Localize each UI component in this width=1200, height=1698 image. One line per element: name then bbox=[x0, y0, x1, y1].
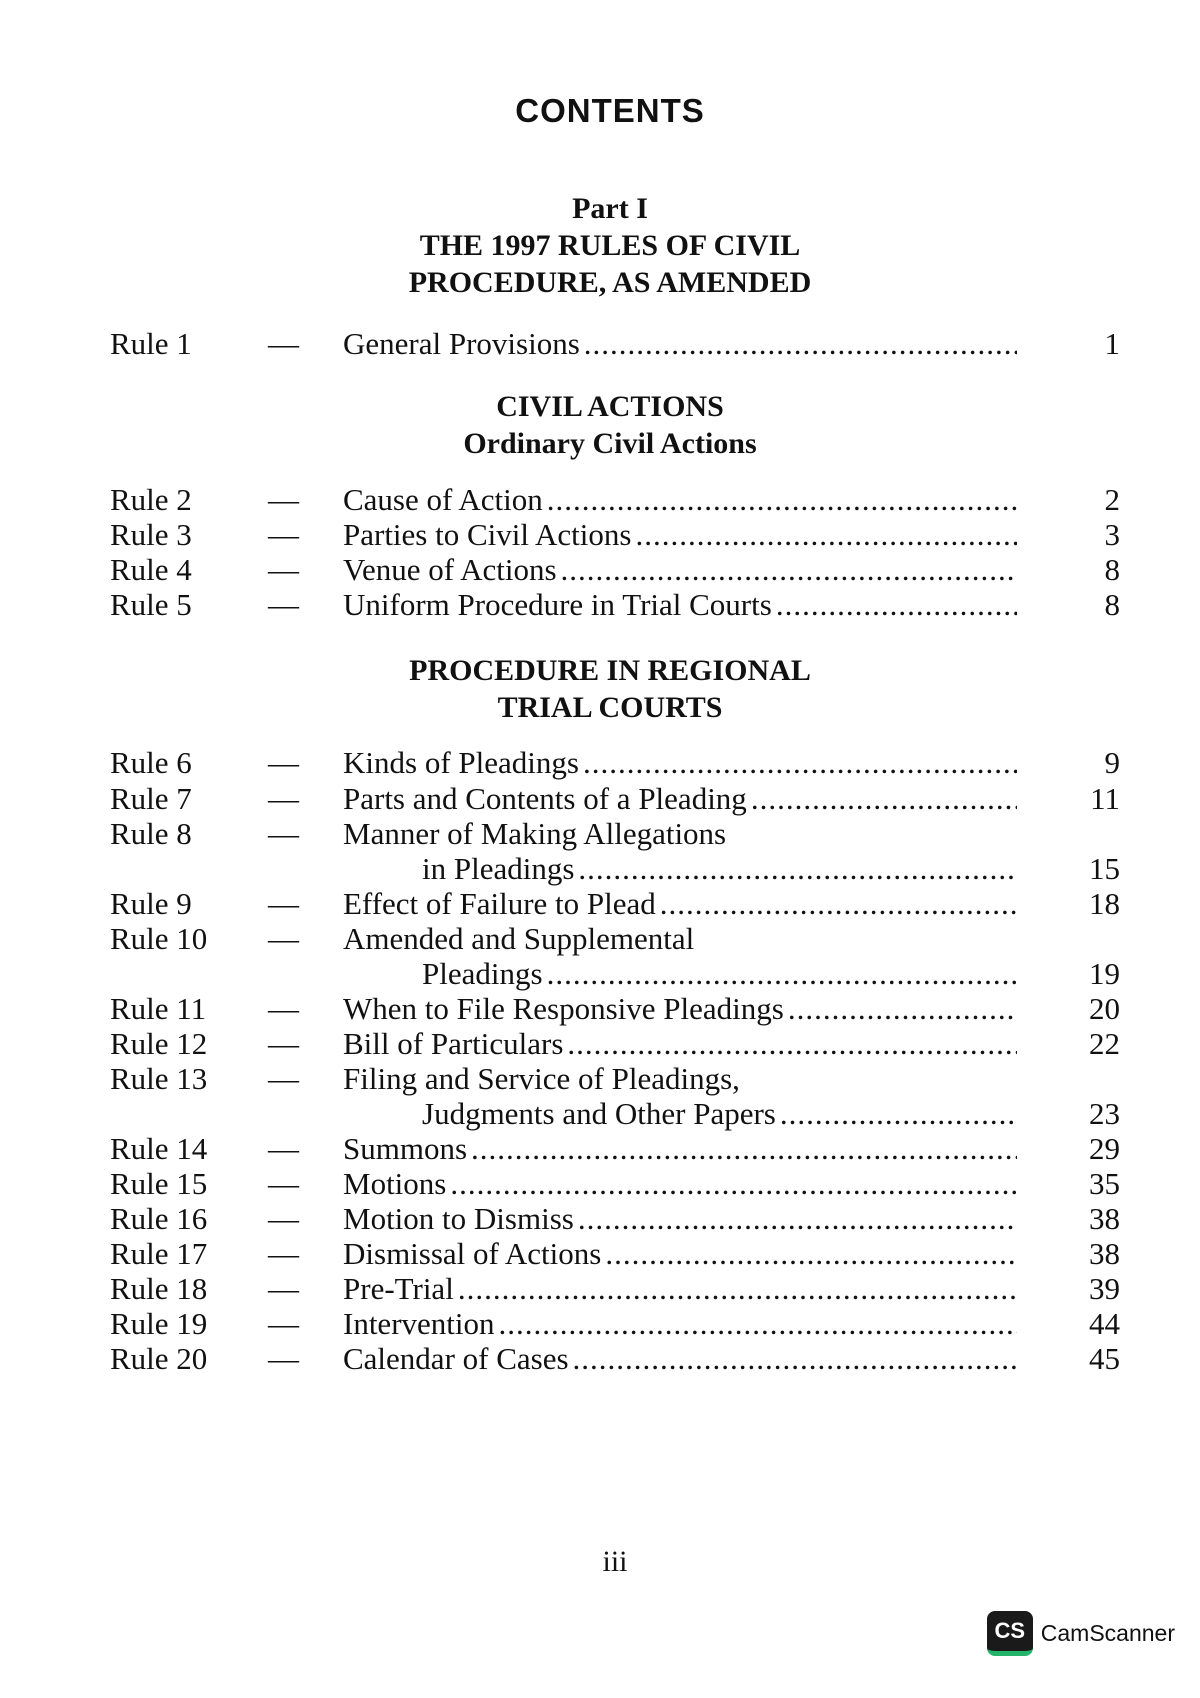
rule-label: Rule 14 bbox=[110, 1131, 208, 1166]
toc-row bbox=[0, 1201, 1200, 1241]
page-number: 38 bbox=[1089, 1201, 1120, 1236]
dot-leader bbox=[567, 1026, 1017, 1062]
toc-row bbox=[0, 745, 1200, 785]
toc-row bbox=[0, 1026, 1200, 1066]
rule-title: Summons bbox=[343, 1131, 468, 1166]
section-title-line-1: PROCEDURE IN REGIONAL bbox=[409, 654, 811, 687]
toc-row bbox=[0, 326, 1200, 366]
rule-label: Rule 2 bbox=[110, 482, 192, 517]
rule-label: Rule 1 bbox=[110, 326, 192, 361]
page-number: 8 bbox=[1104, 587, 1120, 622]
dot-leader bbox=[458, 1271, 1017, 1307]
toc-row bbox=[0, 1341, 1200, 1381]
toc-row bbox=[0, 921, 1200, 961]
rule-title: When to File Responsive Pleadings bbox=[343, 991, 784, 1026]
dash: — bbox=[268, 886, 299, 921]
page-number: 3 bbox=[1104, 517, 1120, 552]
part-title-line-2: PROCEDURE, AS AMENDED bbox=[408, 266, 812, 299]
page-title: CONTENTS bbox=[515, 92, 705, 129]
dot-leader bbox=[578, 851, 1017, 887]
rule-title: Effect of Failure to Plead bbox=[343, 886, 656, 921]
section-subtitle: Ordinary Civil Actions bbox=[463, 427, 757, 460]
camscanner-logo-icon: CS bbox=[987, 1611, 1033, 1656]
page-number: 18 bbox=[1089, 886, 1120, 921]
rule-title: Calendar of Cases bbox=[343, 1341, 569, 1376]
toc-row bbox=[0, 1061, 1200, 1101]
dot-leader bbox=[635, 517, 1017, 553]
dash: — bbox=[268, 1166, 299, 1201]
rule-label: Rule 5 bbox=[110, 587, 192, 622]
rule-label: Rule 20 bbox=[110, 1341, 208, 1376]
dash: — bbox=[268, 1271, 299, 1306]
page-number: 19 bbox=[1089, 956, 1120, 991]
dot-leader bbox=[788, 991, 1017, 1027]
dash: — bbox=[268, 1236, 299, 1271]
toc-row bbox=[0, 1131, 1200, 1171]
rule-title: Uniform Procedure in Trial Courts bbox=[343, 587, 772, 622]
rule-title: Parts and Contents of a Pleading bbox=[343, 781, 747, 816]
dash: — bbox=[268, 1131, 299, 1166]
page-number: 1 bbox=[1104, 326, 1120, 361]
dash: — bbox=[268, 921, 299, 956]
dot-leader bbox=[547, 956, 1017, 992]
dash: — bbox=[268, 1306, 299, 1341]
dot-leader bbox=[450, 1166, 1017, 1202]
dash: — bbox=[268, 517, 299, 552]
toc-row-continuation bbox=[0, 956, 1200, 996]
dot-leader bbox=[573, 1341, 1017, 1377]
toc-row bbox=[0, 552, 1200, 592]
rule-label: Rule 8 bbox=[110, 816, 192, 851]
dot-leader bbox=[751, 781, 1017, 817]
rule-label: Rule 16 bbox=[110, 1201, 208, 1236]
toc-row bbox=[0, 587, 1200, 627]
rule-label: Rule 18 bbox=[110, 1271, 208, 1306]
toc-row-continuation bbox=[0, 1096, 1200, 1136]
page-number: 44 bbox=[1089, 1306, 1120, 1341]
dot-leader bbox=[547, 482, 1017, 518]
page-number: 11 bbox=[1090, 781, 1120, 816]
rule-title: Dismissal of Actions bbox=[343, 1236, 602, 1271]
rule-title: Motion to Dismiss bbox=[343, 1201, 574, 1236]
rule-label: Rule 13 bbox=[110, 1061, 208, 1096]
toc-row-continuation bbox=[0, 851, 1200, 891]
rule-label: Rule 4 bbox=[110, 552, 192, 587]
toc-row bbox=[0, 1166, 1200, 1206]
rule-title: Cause of Action bbox=[343, 482, 543, 517]
rtc-heading bbox=[300, 652, 920, 726]
rule-label: Rule 3 bbox=[110, 517, 192, 552]
dot-leader bbox=[471, 1131, 1017, 1167]
dot-leader bbox=[776, 587, 1017, 623]
page-number: 29 bbox=[1089, 1131, 1120, 1166]
toc-row bbox=[0, 781, 1200, 821]
rule-title-continued: Pleadings bbox=[422, 956, 543, 991]
toc-row bbox=[0, 517, 1200, 557]
page-number: 2 bbox=[1104, 482, 1120, 517]
page-number: 35 bbox=[1089, 1166, 1120, 1201]
rule-title: Venue of Actions bbox=[343, 552, 557, 587]
dot-leader bbox=[660, 886, 1017, 922]
rule-title: Kinds of Pleadings bbox=[343, 745, 579, 780]
part-title-line-1: THE 1997 RULES OF CIVIL bbox=[419, 229, 801, 262]
dash: — bbox=[268, 552, 299, 587]
toc-row bbox=[0, 1271, 1200, 1311]
dash: — bbox=[268, 326, 299, 361]
rule-title: Intervention bbox=[343, 1306, 495, 1341]
section-title: CIVIL ACTIONS bbox=[496, 390, 724, 423]
rule-label: Rule 9 bbox=[110, 886, 192, 921]
page-number: 39 bbox=[1089, 1271, 1120, 1306]
part-heading bbox=[300, 190, 920, 301]
camscanner-text: CamScanner bbox=[1040, 1620, 1175, 1646]
rule-label: Rule 10 bbox=[110, 921, 208, 956]
toc-row bbox=[0, 1306, 1200, 1346]
dash: — bbox=[268, 587, 299, 622]
rule-title: Manner of Making Allegations bbox=[343, 816, 727, 851]
dash: — bbox=[268, 1026, 299, 1061]
section-title-line-2: TRIAL COURTS bbox=[497, 691, 723, 724]
dot-leader bbox=[584, 326, 1017, 362]
rule-title: Bill of Particulars bbox=[343, 1026, 564, 1061]
toc-row bbox=[0, 816, 1200, 856]
dot-leader bbox=[780, 1096, 1017, 1132]
rule-label: Rule 15 bbox=[110, 1166, 208, 1201]
dash: — bbox=[268, 991, 299, 1026]
toc-row bbox=[0, 991, 1200, 1031]
dash: — bbox=[268, 745, 299, 780]
rule-label: Rule 17 bbox=[110, 1236, 208, 1271]
part-number: Part I bbox=[572, 192, 648, 225]
rule-title: Parties to Civil Actions bbox=[343, 517, 632, 552]
rule-label: Rule 19 bbox=[110, 1306, 208, 1341]
page-number: 20 bbox=[1089, 991, 1120, 1026]
dash: — bbox=[268, 1201, 299, 1236]
rule-label: Rule 12 bbox=[110, 1026, 208, 1061]
page-number: 15 bbox=[1089, 851, 1120, 886]
rule-title-continued: Judgments and Other Papers bbox=[422, 1096, 776, 1131]
rule-title: General Provisions bbox=[343, 326, 580, 361]
page-number: 45 bbox=[1089, 1341, 1120, 1376]
page-number: 8 bbox=[1104, 552, 1120, 587]
rule-label: Rule 11 bbox=[110, 991, 207, 1026]
dash: — bbox=[268, 816, 299, 851]
toc-row bbox=[0, 1236, 1200, 1276]
footer-page-number: iii bbox=[602, 1545, 628, 1578]
dot-leader bbox=[605, 1236, 1017, 1272]
camscanner-watermark bbox=[987, 1611, 1175, 1656]
dot-leader bbox=[578, 1201, 1017, 1237]
rule-title: Filing and Service of Pleadings, bbox=[343, 1061, 740, 1096]
civil-actions-heading bbox=[300, 388, 920, 462]
page-number: 9 bbox=[1104, 745, 1120, 780]
rule-label: Rule 7 bbox=[110, 781, 192, 816]
dash: — bbox=[268, 1061, 299, 1096]
dash: — bbox=[268, 482, 299, 517]
page-number: 38 bbox=[1089, 1236, 1120, 1271]
page-number: 23 bbox=[1089, 1096, 1120, 1131]
dash: — bbox=[268, 1341, 299, 1376]
rule-title-continued: in Pleadings bbox=[422, 851, 575, 886]
dash: — bbox=[268, 781, 299, 816]
dot-leader bbox=[583, 745, 1017, 781]
page-number: 22 bbox=[1089, 1026, 1120, 1061]
dot-leader bbox=[561, 552, 1017, 588]
rule-title: Pre-Trial bbox=[343, 1271, 454, 1306]
rule-title: Amended and Supplemental bbox=[343, 921, 695, 956]
dot-leader bbox=[499, 1306, 1017, 1342]
rule-label: Rule 6 bbox=[110, 745, 192, 780]
toc-row bbox=[0, 886, 1200, 926]
toc-row bbox=[0, 482, 1200, 522]
rule-title: Motions bbox=[343, 1166, 447, 1201]
